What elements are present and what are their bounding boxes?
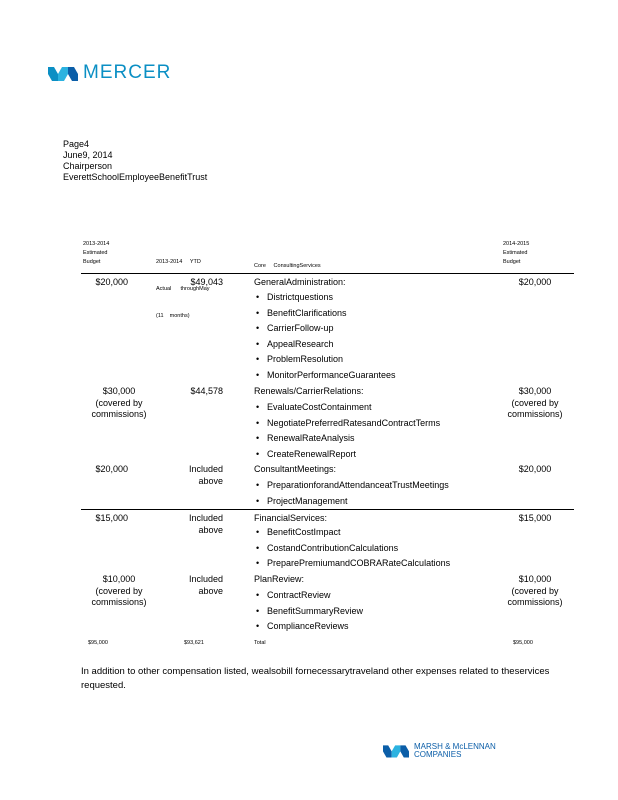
row-next-budget: $10,000 (covered by commissions): [507, 574, 563, 607]
list-item: • EvaluateCostContainment: [256, 402, 372, 412]
list-item: • CostandContributionCalculations: [256, 542, 399, 553]
row-actual: $49,043: [190, 277, 223, 287]
expenses-paragraph: In addition to other compensation listed, wealsobill fornecessarytraveland other expenses related to theservices requested.: [81, 666, 550, 691]
list-item: • ComplianceReviews: [256, 621, 349, 632]
row-service: GeneralAdministration:: [254, 277, 346, 287]
list-item: • MonitorPerformanceGuarantees: [256, 369, 396, 380]
row-next-budget: $20,000: [518, 464, 552, 474]
recipient-org: EverettSchoolEmployeeBenefitTrust: [63, 172, 208, 182]
mercer-logo: [48, 62, 171, 84]
service-list: [256, 400, 440, 462]
total-actual: $93,621: [184, 640, 204, 646]
row-budget: $15,000: [95, 513, 128, 523]
footer-line-2: COMPANIES: [414, 750, 462, 759]
footer-line-1: MARSH & McLENNAN: [414, 742, 496, 751]
row-next-budget: $20,000: [518, 277, 552, 287]
col-header-est-budget-next: 2014-2015 Estimated Budget: [503, 241, 530, 265]
row-budget: $30,000 (covered by commissions): [91, 386, 147, 419]
list-item: • BenefitCostImpact: [256, 527, 341, 537]
row-budget: $20,000: [95, 464, 128, 474]
row-actual: Included above: [188, 574, 223, 596]
list-item: • PreparationforandAttendanceatTrustMeetings: [256, 480, 449, 490]
service-list: [256, 290, 396, 384]
col-header-services: Core ConsultingServices: [254, 263, 321, 269]
col-header-est-budget: 2013-2014 Estimated Budget: [83, 241, 110, 265]
recipient-title: Chairperson: [63, 161, 113, 171]
row-service: PlanReview:: [254, 574, 305, 584]
list-item: • PreparePremiumandCOBRARateCalculations: [256, 558, 451, 569]
marsh-mclennan-logo: [383, 743, 496, 759]
list-item: • RenewalRateAnalysis: [256, 433, 355, 444]
service-list: [256, 588, 363, 635]
page-number: Page4: [63, 139, 90, 149]
mercer-mark-icon: [48, 65, 78, 82]
list-item: • BenefitClarifications: [256, 307, 347, 318]
list-item: • AppealResearch: [256, 338, 334, 349]
list-item: • ProblemResolution: [256, 354, 344, 365]
list-item: • Districtquestions: [256, 292, 334, 302]
row-service: ConsultantMeetings:: [254, 464, 337, 474]
row-next-budget: $30,000 (covered by commissions): [507, 386, 563, 419]
letter-date: June9, 2014: [63, 150, 113, 160]
list-item: • NegotiatePreferredRatesandContractTerms: [256, 417, 441, 428]
total-next-budget: $95,000: [513, 640, 533, 646]
marsh-mclennan-mark-icon: [383, 743, 409, 759]
row-budget: $20,000: [95, 277, 128, 287]
list-item: • CreateRenewalReport: [256, 448, 357, 459]
service-list: [256, 478, 449, 509]
row-actual: Included above: [188, 513, 223, 535]
row-service: FinancialServices:: [254, 513, 328, 523]
row-budget: $10,000 (covered by commissions): [91, 574, 147, 607]
col-header-actual: 2013-2014 YTD Actual throughMay (11 months): [156, 259, 210, 319]
list-item: • BenefitSummaryReview: [256, 605, 364, 616]
service-list: [256, 525, 450, 572]
list-item: • ContractReview: [256, 590, 331, 600]
total-label: Total: [254, 640, 266, 646]
row-next-budget: $15,000: [518, 513, 552, 523]
total-budget: $95,000: [88, 640, 108, 646]
letter-header: [63, 139, 207, 183]
list-item: • CarrierFollow-up: [256, 323, 334, 334]
row-service: Renewals/CarrierRelations:: [254, 386, 364, 396]
list-item: • ProjectManagement: [256, 495, 348, 506]
row-actual: $44,578: [190, 386, 223, 396]
table-header-rule: [81, 273, 574, 274]
row-actual: Included above: [188, 464, 223, 486]
mercer-wordmark: MERCER: [83, 62, 172, 83]
